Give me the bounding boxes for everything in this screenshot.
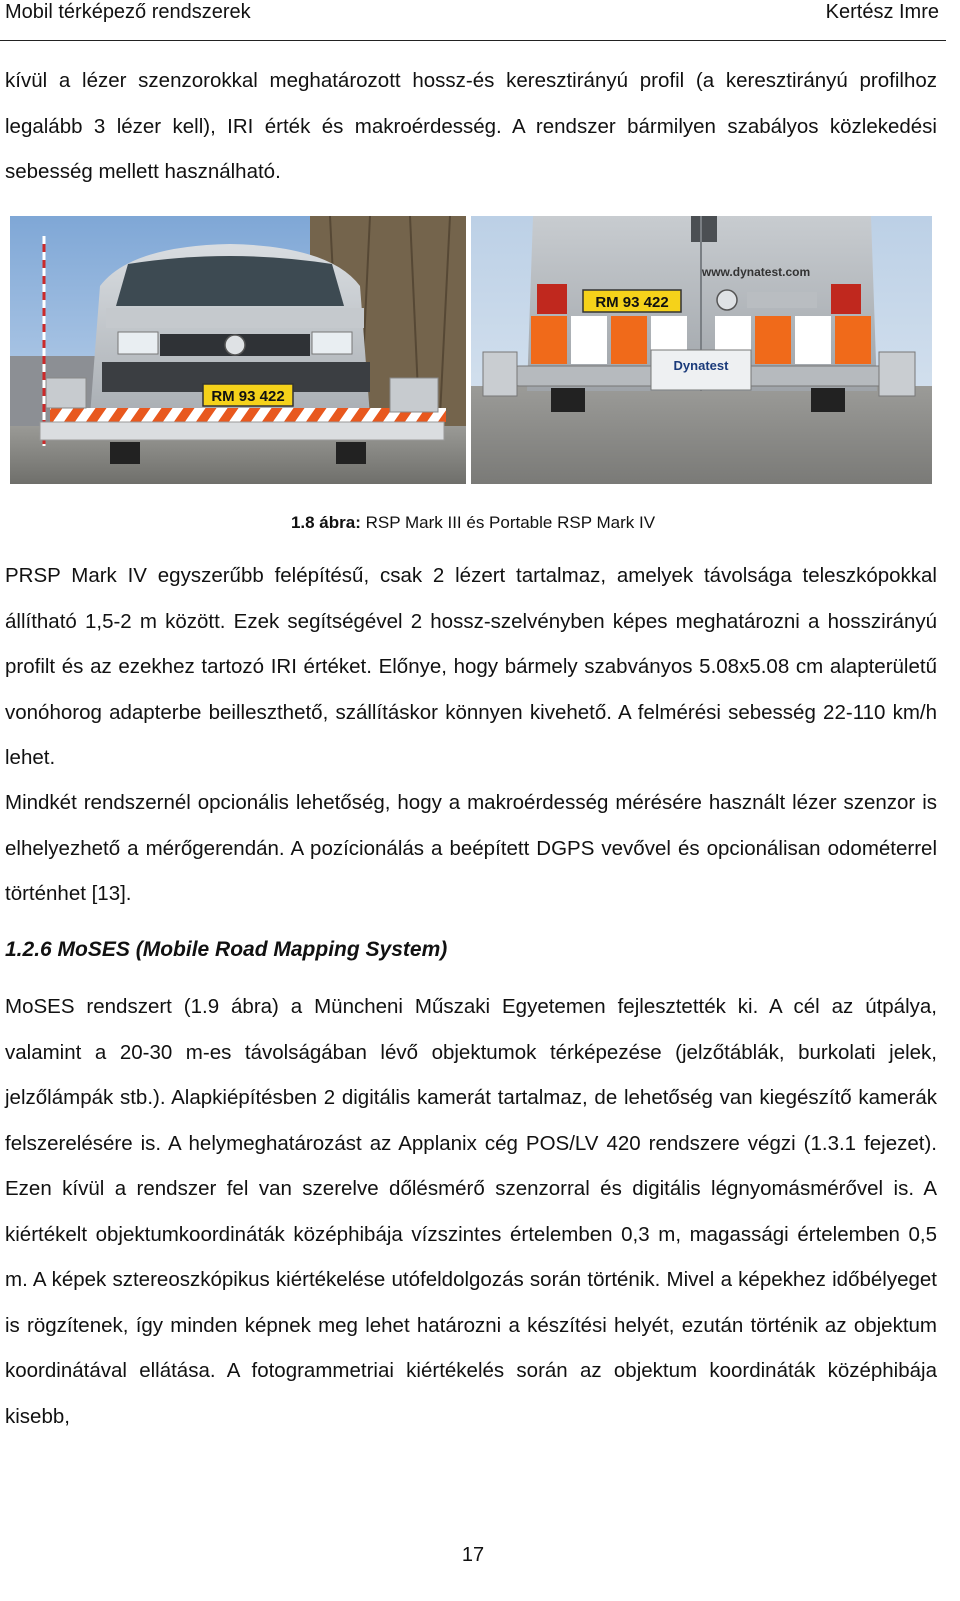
plate-right: RM 93 422: [595, 294, 669, 311]
paragraph-4: MoSES rendszert (1.9 ábra) a Müncheni Műszaki Egyetemen fejlesztették ki. A cél az útpálya, valamint a 20-30 m-es távolságában lévő objektumok térképezése (jelzőtáblák, burkolati jelek, jelzőlámpák stb.). Alapkiépítésben 2 digitális kamerát tartalmaz, de lehetőség van kiegészítő kamerák felszerelésére is. A helymeghatározást az Applanix cég POS/LV 420 rendszere végzi (1.3.1 fejezet). Ezen kívül a rendszer fel van szerelve dőlésmérő szenzorral és digitális légnyomásmérővel is. A kiértékelt objektumkoordináták középhibája vízszintes értelemben 0,3 m, magassági értelemben 0,5 m. A képek sztereoszkópikus kiértékelése utófeldolgozás során történik. Mivel a képekhez időbélyeget is rögzítenek, így minden képnek meg lehet határozni a készítési helyét, ezután történik az objektum koordinátával ellátása. A fotogrammetriai kiértékelés során az objektum koordináták középhibája kisebb,: [5, 995, 937, 1428]
plate-left: RM 93 422: [211, 388, 285, 405]
caption-label: 1.8 ábra:: [290, 513, 361, 532]
paragraph-1: kívül a lézer szenzorokkal meghatározott hossz-és keresztirányú profil (a keresztirányú profilhoz legalább 3 lézer kell), IRI érték és makroérdesség. A rendszer bármilyen szabályos közlekedési sebesség mellett használható.: [5, 69, 937, 183]
paragraph-3: Mindkét rendszernél opcionális lehetőség, hogy a makroérdesség mérésére használt lézer szenzor is elhelyezhető a mérőgerendán. A pozícionálás a beépített DGPS vevővel és opcionálisan odométerrel történhet [13].: [5, 791, 937, 905]
header-title: Mobil térképező rendszerek: [5, 1, 251, 23]
website-text: www.dynatest.com: [701, 265, 811, 279]
caption-text: RSP Mark III és Portable RSP Mark IV: [360, 513, 656, 532]
section-heading: 1.2.6 MoSES (Mobile Road Mapping System): [5, 938, 448, 961]
page-number: 17: [461, 1544, 485, 1566]
photo-portable-rsp-mark-iv: [471, 216, 932, 484]
header-author: Kertész Imre: [825, 1, 939, 23]
photo-rsp-mark-iii: [10, 216, 466, 484]
brand-text: Dynatest: [673, 358, 729, 373]
page-header: [0, 0, 946, 41]
figure-caption: [0, 511, 946, 535]
paragraph-2: PRSP Mark IV egyszerűbb felépítésű, csak 2 lézert tartalmaz, amelyek távolsága teleszkópokkal állítható 1,5-2 m között. Ezek segítségével 2 hossz-szelvényben képes meghatározni a hosszirányú profilt és az ezekhez tartozó IRI értéket. Előnye, hogy bármely szabványos 5.08x5.08 cm alapterületű vonóhorog adapterbe beilleszthető, szállításkor könnyen kivehető. A felmérési sebesség 22-110 km/h lehet.: [5, 564, 937, 769]
